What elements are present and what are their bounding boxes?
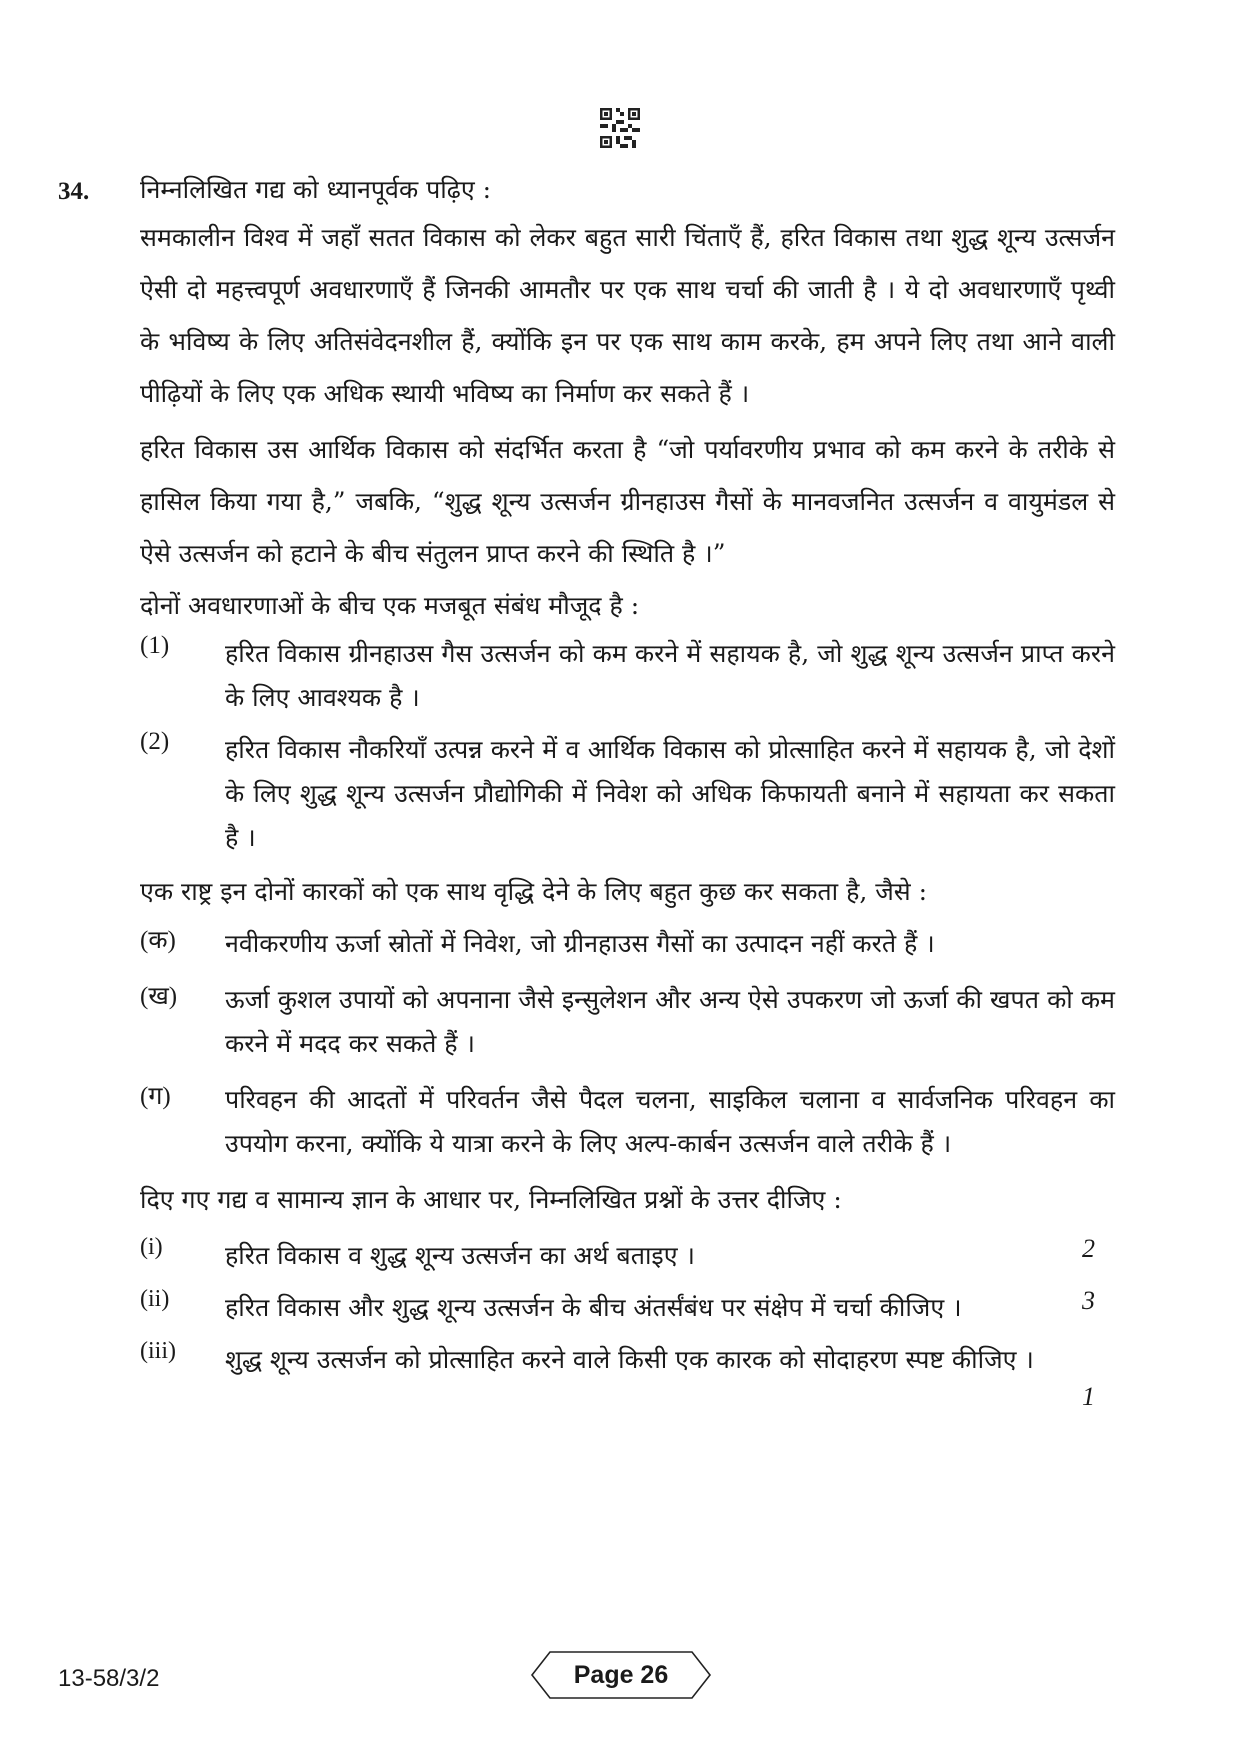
subquestion-label: (ii) — [140, 1286, 170, 1312]
relation-label: (1) — [140, 632, 170, 659]
measure-item — [140, 978, 1115, 1066]
subquestion-text: हरित विकास और शुद्ध शून्य उत्सर्जन के बीच अंतर्संबंध पर संक्षेप में चर्चा कीजिए । — [225, 1293, 962, 1322]
page-label: Page 26 — [573, 1661, 669, 1689]
marks: 3 — [1082, 1286, 1095, 1315]
measure-item — [140, 1078, 1115, 1166]
relation-intro: दोनों अवधारणाओं के बीच एक मजबूत संबंध मौजूद है : — [140, 591, 640, 620]
question-number: 34. — [58, 178, 90, 205]
relation-item — [140, 632, 1115, 720]
relation-text: हरित विकास नौकरियाँ उत्पन्न करने में व आर्थिक विकास को प्रोत्साहित करने में सहायक है, जो देशों के लिए शुद्ध शून्य उत्सर्जन प्रौद्योगिकी में निवेश को अधिक किफायती बनाने में सहायता कर सकता है । — [225, 735, 1115, 852]
subquestion-text: शुद्ध शून्य उत्सर्जन को प्रोत्साहित करने वाले किसी एक कारक को सोदाहरण स्पष्ट कीजिए । — [225, 1345, 1034, 1374]
qr-code — [600, 108, 640, 148]
page-number-badge — [530, 1650, 712, 1700]
subquestion — [140, 1286, 1115, 1330]
relation-text: हरित विकास ग्रीनहाउस गैस उत्सर्जन को कम करने में सहायक है, जो शुद्ध शून्य उत्सर्जन प्राप्त करने के लिए आवश्यक है । — [225, 639, 1115, 712]
subquestion-text: हरित विकास व शुद्ध शून्य उत्सर्जन का अर्थ बताइए । — [225, 1241, 695, 1270]
measure-label: (ख) — [140, 983, 178, 1010]
questions-intro: दिए गए गद्य व सामान्य ज्ञान के आधार पर, निम्नलिखित प्रश्नों के उत्तर दीजिए : — [140, 1185, 842, 1214]
passage-paragraph-2: हरित विकास उस आर्थिक विकास को संदर्भित करता है “जो पर्यावरणीय प्रभाव को कम करने के तरीके से हासिल किया गया है,” जबकि, “शुद्ध शून्य उत्सर्जन ग्रीनहाउस गैसों के मानवजनित उत्सर्जन व वायुमंडल से ऐसे उत्सर्जन को हटाने के बीच संतुलन प्राप्त करने की स्थिति है ।” — [140, 435, 1115, 568]
question-body — [140, 168, 1115, 1411]
subquestion-label: (i) — [140, 1234, 163, 1260]
measure-label: (ग) — [140, 1083, 171, 1110]
measure-text: परिवहन की आदतों में परिवर्तन जैसे पैदल चलना, साइकिल चलाना व सार्वजनिक परिवहन का उपयोग करना, क्योंकि ये यात्रा करने के लिए अल्प-कार्बन उत्सर्जन वाले तरीके हैं । — [225, 1085, 1115, 1158]
subquestion — [140, 1338, 1115, 1411]
marks: 1 — [1082, 1382, 1095, 1411]
subquestion-label: (iii) — [140, 1338, 176, 1364]
nation-intro: एक राष्ट्र इन दोनों कारकों को एक साथ वृद्धि देने के लिए बहुत कुछ कर सकता है, जैसे : — [140, 877, 928, 906]
measure-text: नवीकरणीय ऊर्जा स्रोतों में निवेश, जो ग्रीनहाउस गैसों का उत्पादन नहीं करते हैं । — [225, 929, 935, 958]
paper-code: 13-58/3/2 — [58, 1665, 160, 1692]
subquestion — [140, 1234, 1115, 1278]
measure-item — [140, 922, 1115, 966]
instruction: निम्नलिखित गद्य को ध्यानपूर्वक पढ़िए : — [140, 175, 492, 204]
relation-item — [140, 728, 1115, 860]
measure-label: (क) — [140, 927, 176, 954]
relation-label: (2) — [140, 728, 170, 755]
passage-paragraph-1: समकालीन विश्व में जहाँ सतत विकास को लेकर बहुत सारी चिंताएँ हैं, हरित विकास तथा शुद्ध शून्य उत्सर्जन ऐसी दो महत्त्वपूर्ण अवधारणाएँ हैं जिनकी आमतौर पर एक साथ चर्चा की जाती है । ये दो अवधारणाएँ पृथ्वी के भविष्य के लिए अतिसंवेदनशील हैं, क्योंकि इन पर एक साथ काम करके, हम अपने लिए तथा आने वाली पीढ़ियों के लिए एक अधिक स्थायी भविष्य का निर्माण कर सकते हैं । — [140, 223, 1115, 408]
marks: 2 — [1082, 1234, 1095, 1263]
measure-text: ऊर्जा कुशल उपायों को अपनाना जैसे इन्सुलेशन और अन्य ऐसे उपकरण जो ऊर्जा की खपत को कम करने में मदद कर सकते हैं । — [225, 985, 1115, 1058]
